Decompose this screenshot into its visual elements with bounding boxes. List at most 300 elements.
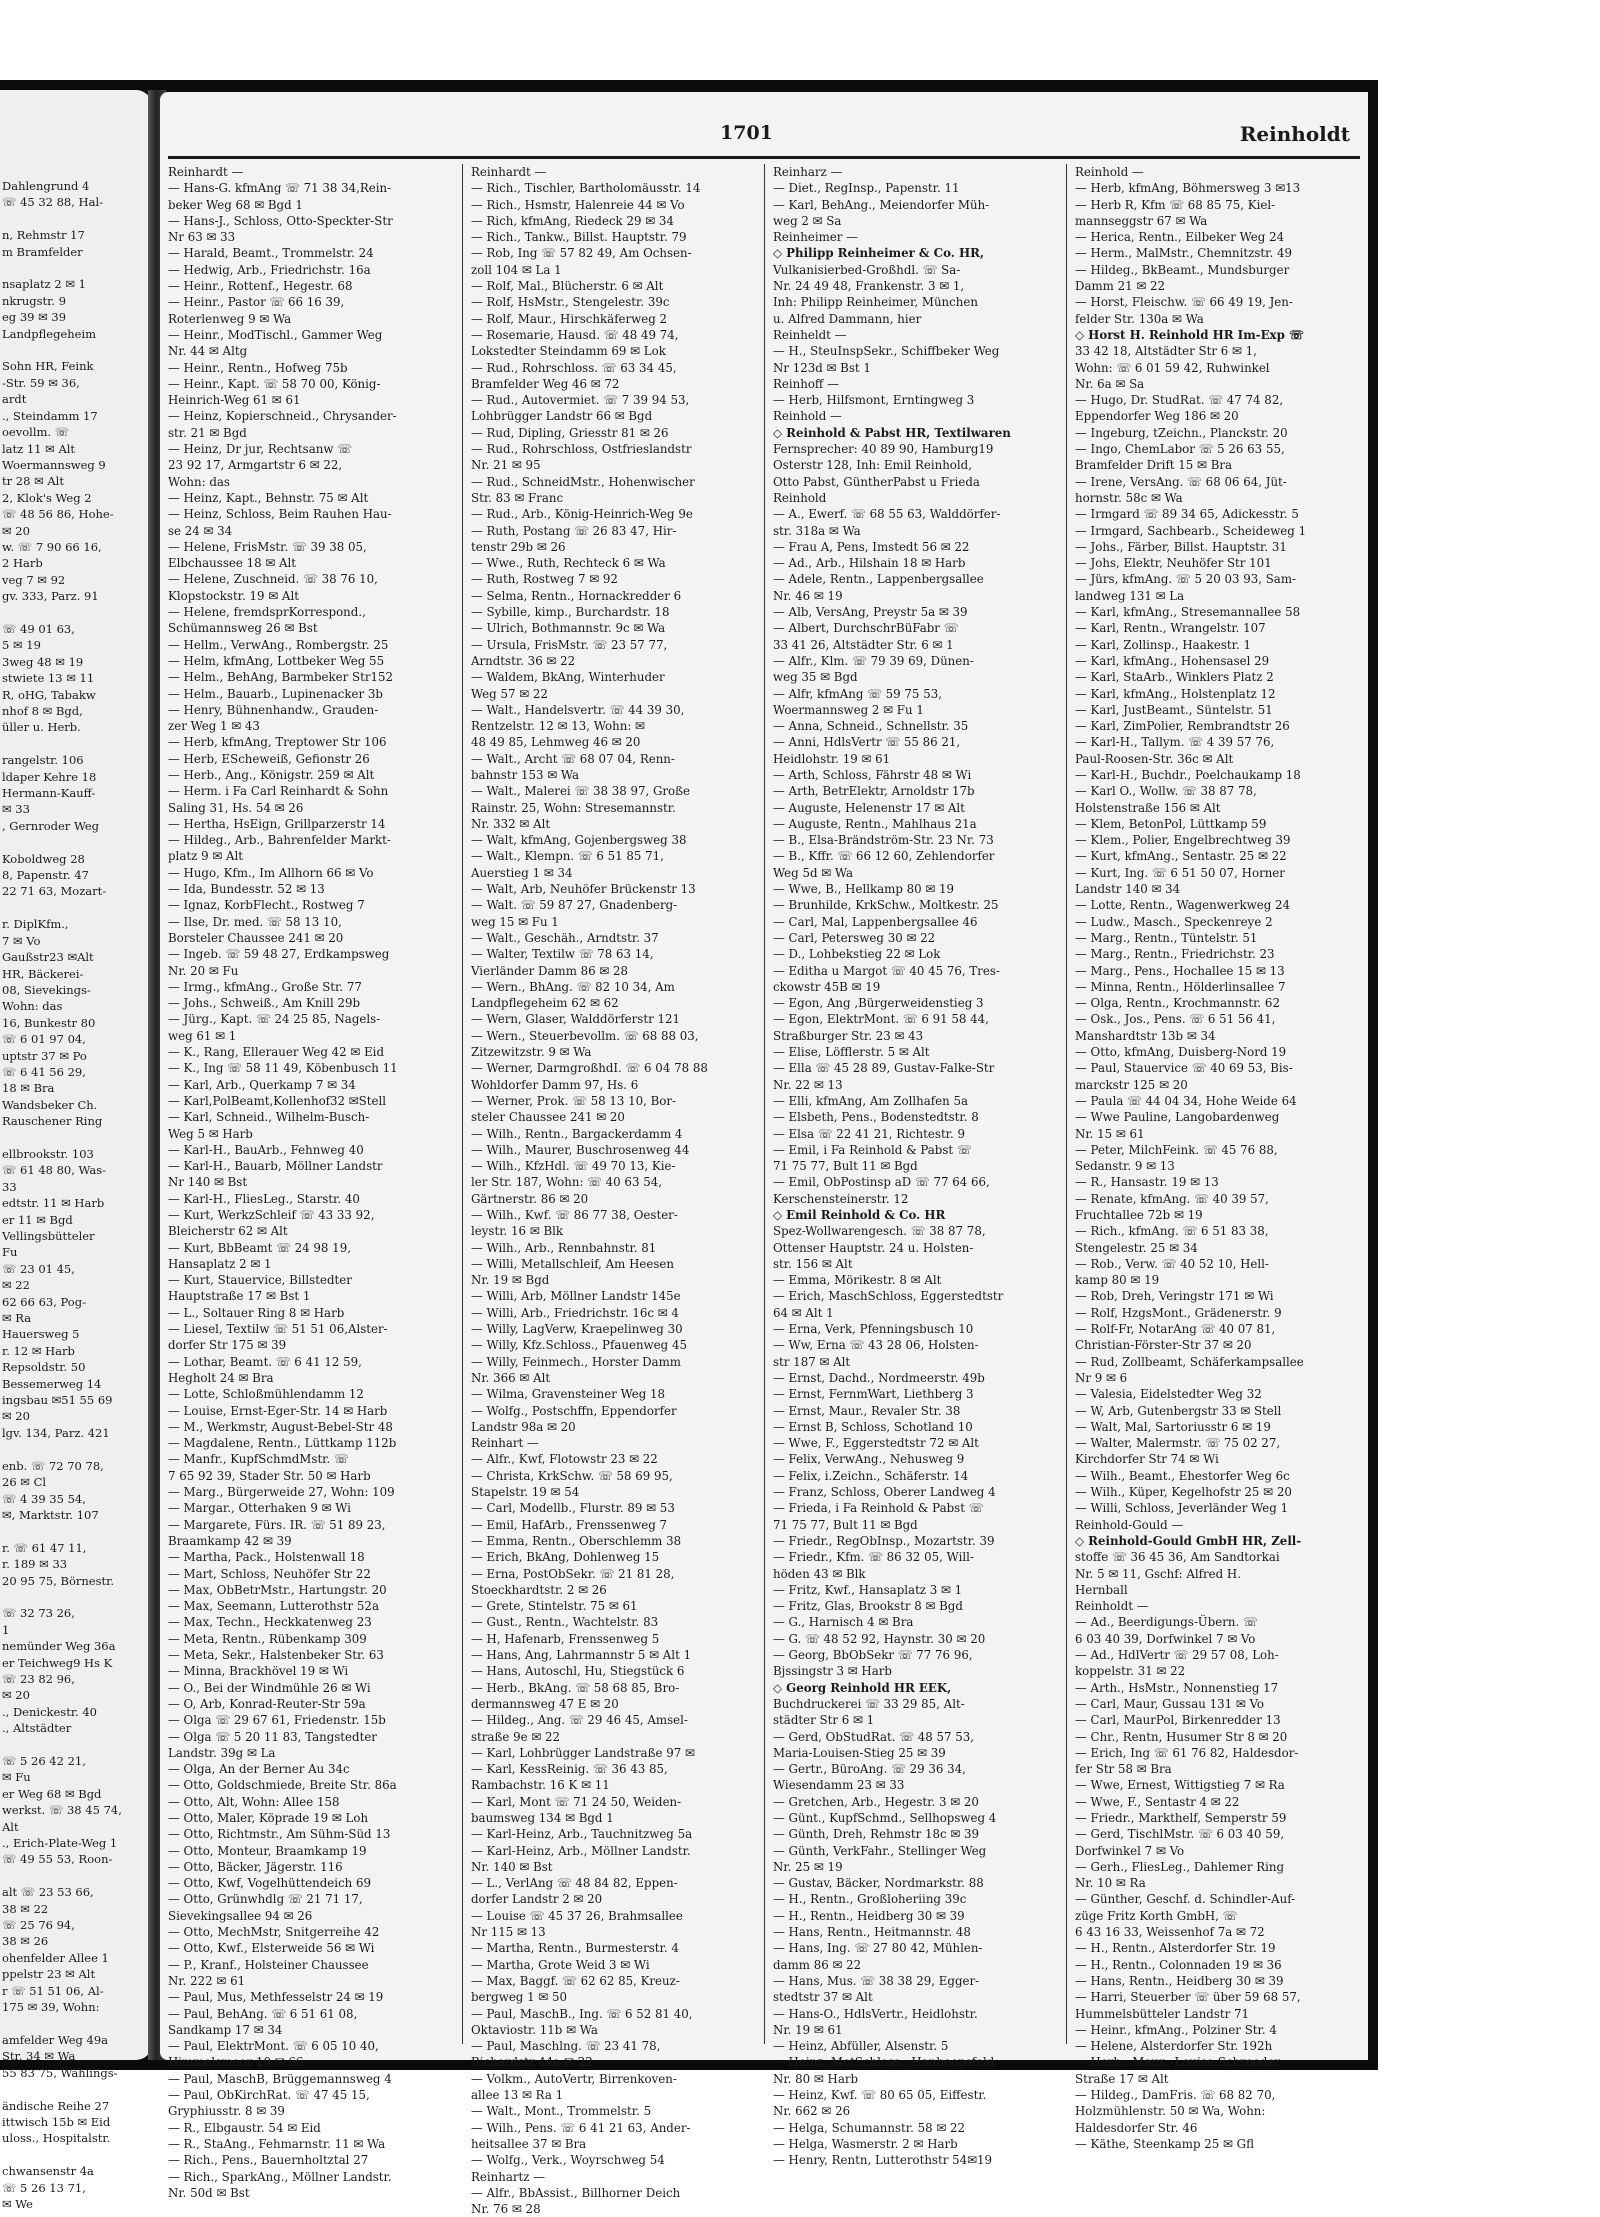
directory-line: — Elli, kfmAng, Am Zollhafen 5a	[773, 1093, 969, 1108]
directory-line: — Paul, BehAng. ☏ 6 51 61 08,	[168, 2006, 358, 2021]
previous-page-line: ☏ 5 26 42 21,	[2, 1754, 86, 1768]
previous-page-line: 1	[2, 1622, 10, 1637]
directory-line: — Hildeg., DamFris. ☏ 68 82 70,	[1075, 2088, 1276, 2103]
previous-page-line: ingsbau ✉51 55 69	[2, 1393, 113, 1408]
directory-line: — Karl-H., Buchdr., Poelchaukamp 18	[1075, 767, 1301, 782]
directory-line: baumsweg 134 ✉ Bgd 1	[471, 1810, 614, 1825]
directory-line: — Max, Baggf. ☏ 62 62 85, Kreuz-	[471, 1973, 680, 1988]
directory-line: — Karl, KessReinig. ☏ 36 43 85,	[471, 1762, 668, 1777]
page-header	[160, 122, 1368, 152]
directory-line: Buchdruckerei ☏ 33 29 85, Alt-	[773, 1696, 965, 1711]
page-number: 1701	[720, 122, 773, 144]
directory-line: 71 75 77, Bult 11 ✉ Bgd	[773, 1517, 918, 1532]
directory-line: Stapelstr. 19 ✉ 54	[471, 1485, 580, 1500]
directory-line: — Felix, i.Zeichn., Schäferstr. 14	[773, 1468, 969, 1483]
directory-line: — Rich., Pens., Bauernholtztal 27	[168, 2153, 369, 2168]
directory-line: — Wern., Steuerbevollm. ☏ 68 88 03,	[471, 1028, 699, 1043]
directory-line: — Paul, Mus, Methfesselstr 24 ✉ 19	[168, 1990, 384, 2005]
previous-page-line: Rauschener Ring	[2, 1114, 103, 1129]
directory-line: — Johs., Schweiß., Am Knill 29b	[168, 996, 361, 1011]
directory-line: Sievekingsallee 94 ✉ 26	[168, 1908, 313, 1923]
directory-line: Nr. 46 ✉ 19	[773, 588, 843, 603]
directory-line: — Günth, Dreh, Rehmstr 18c ✉ 39	[773, 1827, 980, 1842]
directory-line: — Kurt, Ing. ☏ 6 51 50 07, Horner	[1075, 865, 1285, 880]
previous-page-line: ✉ We	[2, 2196, 33, 2211]
directory-line: — Liesel, Textilw ☏ 51 51 06,Alster-	[168, 1322, 388, 1337]
previous-page-line: ✉ 20	[2, 1688, 30, 1703]
directory-line: — Walter, Malermstr. ☏ 75 02 27,	[1075, 1436, 1281, 1451]
scan-background	[0, 80, 1378, 2217]
directory-line: Elbchaussee 18 ✉ Alt	[168, 556, 297, 571]
directory-line: — Irene, VersAng. ☏ 68 06 64, Jüt-	[1075, 474, 1287, 489]
directory-line: — Wern, Glaser, Walddörferstr 121	[471, 1012, 680, 1027]
directory-line: — Walt., Geschäh., Arndtstr. 37	[471, 930, 659, 945]
directory-line: — G. ☏ 48 52 92, Haynstr. 30 ✉ 20	[773, 1631, 986, 1646]
directory-line: — Rich., Tischler, Bartholomäusstr. 14	[471, 181, 701, 196]
directory-line: u. Alfred Dammann, hier	[773, 311, 922, 326]
directory-line: — Hertha, HsEign, Grillparzerstr 14	[168, 816, 386, 831]
directory-line: 6 43 16 33, Weissenhof 7a ✉ 72	[1075, 1925, 1265, 1940]
directory-line: — Hans, Autoschl, Hu, Stiegstück 6	[471, 1664, 685, 1679]
directory-line: Wohldorfer Damm 97, Hs. 6	[471, 1077, 639, 1092]
column-4	[1066, 164, 1368, 2151]
directory-line: — Wilh., KfzHdl. ☏ 49 70 13, Kie-	[471, 1159, 676, 1174]
previous-page-line: w. ☏ 7 90 66 16,	[2, 539, 102, 554]
directory-line: — Heinr., Kapt. ☏ 58 70 00, König-	[168, 376, 381, 391]
directory-line: landweg 131 ✉ La	[1075, 588, 1185, 603]
directory-line: — Magdalene, Rentn., Lüttkamp 112b	[168, 1436, 397, 1451]
directory-line: — Hans, Ang, Lahrmannstr 5 ✉ Alt 1	[471, 1648, 692, 1663]
directory-line: — Helm., Bauarb., Lupinenacker 3b	[168, 686, 383, 701]
directory-line: — Otto, Bäcker, Jägerstr. 116	[168, 1859, 343, 1874]
directory-line: Osterstr 128, Inh: Emil Reinhold,	[773, 458, 972, 473]
directory-line: ckowstr 45B ✉ 19	[773, 979, 881, 994]
previous-page-line: ☏ 4 39 35 54,	[2, 1491, 86, 1506]
directory-line: Damm 21 ✉ 22	[1075, 279, 1166, 294]
directory-line: dorfer Landstr 2 ✉ 20	[471, 1892, 603, 1907]
previous-page-line: r. DiplKfm.,	[2, 917, 69, 932]
previous-page-line	[0, 211, 152, 227]
directory-line: se 24 ✉ 34	[168, 523, 233, 538]
directory-line: — Fritz, Glas, Brookstr 8 ✉ Bgd	[773, 1599, 963, 1614]
previous-page-line: , Gernroder Weg	[2, 818, 99, 833]
directory-line: — Grete, Stintelstr. 75 ✉ 61	[471, 1599, 638, 1614]
directory-line: — Wwe, Ernest, Wittigstieg 7 ✉ Ra	[1075, 1778, 1285, 1793]
directory-line: Otto Pabst, GüntherPabst u Frieda	[773, 474, 980, 489]
directory-line: — Martha, Pack., Holstenwall 18	[168, 1550, 365, 1565]
directory-line: — Karl, Rentn., Wrangelstr. 107	[1075, 621, 1266, 636]
running-head: Reinholdt	[1239, 122, 1350, 146]
directory-line: — Friedr., Markthelf, Semperstr 59	[1075, 1810, 1287, 1825]
directory-line: weg 2 ✉ Sa	[773, 213, 842, 228]
previous-page-line: 08, Sievekings-	[2, 982, 91, 997]
directory-line: — Waldem, BkAng, Winterhuder	[471, 670, 665, 685]
directory-line: Lohbrügger Landstr 66 ✉ Bgd	[471, 409, 653, 424]
directory-line: Saling 31, Hs. 54 ✉ 26	[168, 800, 304, 815]
directory-line: — Anna, Schneid., Schnellstr. 35	[773, 719, 969, 734]
directory-line: — Chr., Rentn, Husumer Str 8 ✉ 20	[1075, 1729, 1288, 1744]
directory-line: Nr. 19 ✉ Bgd	[471, 1273, 550, 1288]
directory-line: — Wilh., Pens. ☏ 6 41 21 63, Ander-	[471, 2120, 691, 2135]
directory-line: Nr 63 ✉ 33	[168, 230, 236, 245]
directory-line: — Paul, ElektrMont. ☏ 6 05 10 40,	[168, 2039, 379, 2054]
directory-line: — Albert, DurchschrBüFabr ☏	[773, 621, 959, 636]
directory-line: — Carl, Modellb., Flurstr. 89 ✉ 53	[471, 1501, 675, 1516]
directory-line: Heidlohstr. 19 ✉ 61	[773, 751, 891, 766]
directory-line: — Wwe., Ruth, Rechteck 6 ✉ Wa	[471, 556, 666, 571]
directory-line: — Johs., Färber, Billst. Hauptstr. 31	[1075, 539, 1287, 554]
directory-line: — Willy, LagVerw, Kraepelinweg 30	[471, 1322, 683, 1337]
previous-page-line	[0, 2081, 152, 2097]
previous-page-line	[0, 260, 152, 276]
directory-line: — Lotte, Schloßmühlendamm 12	[168, 1387, 364, 1402]
directory-line: fer Str 58 ✉ Bra	[1075, 1762, 1172, 1777]
previous-page-line: ☏ 48 56 86, Hohe-	[2, 507, 114, 522]
previous-page-line: er Weg 68 ✉ Bgd	[2, 1786, 102, 1801]
directory-line: — M., Werkmstr, August-Bebel-Str 48	[168, 1419, 393, 1434]
directory-line: — Ella ☏ 45 28 89, Gustav-Falke-Str	[773, 1061, 995, 1076]
directory-line: Reinhoff —	[773, 376, 839, 391]
directory-line: — Rud, Dipling, Griesstr 81 ✉ 26	[471, 425, 669, 440]
directory-line: — Ernst, Dachd., Nordmeerstr. 49b	[773, 1370, 985, 1385]
directory-line: — Minna, Rentn., Hölderlinsallee 7	[1075, 979, 1286, 994]
directory-line: Reinheimer —	[773, 230, 858, 245]
directory-line: — Herb., Maur., Louise-Schroeder-	[1075, 2055, 1285, 2070]
previous-page-line: ☏ 32 73 26,	[2, 1606, 75, 1621]
directory-line: — Peter, MilchFeink. ☏ 45 76 88,	[1075, 1142, 1278, 1157]
directory-line: Sedanstr. 9 ✉ 13	[1075, 1159, 1175, 1174]
directory-line: — Karl, Lohbrügger Landstraße 97 ✉	[471, 1745, 695, 1760]
directory-line: Klopstockstr. 19 ✉ Alt	[168, 588, 299, 603]
directory-line: — Irmgard, Sachbearb., Scheideweg 1	[1075, 523, 1307, 538]
directory-line: Kerschensteinerstr. 12	[773, 1191, 909, 1206]
column-3	[764, 164, 1066, 2168]
previous-page-line	[0, 605, 152, 621]
directory-line: — Hugo, Kfm., Im Allhorn 66 ✉ Vo	[168, 865, 374, 880]
previous-page-line: 22 71 63, Mozart-	[2, 884, 107, 899]
previous-page-line: nemünder Weg 36a	[2, 1639, 116, 1654]
directory-line: Bramfelder Weg 46 ✉ 72	[471, 376, 620, 391]
directory-line: — Editha u Margot ☏ 40 45 76, Tres-	[773, 963, 1000, 978]
directory-line: steler Chaussee 241 ✉ 20	[471, 1110, 625, 1125]
directory-line: — Ludw., Masch., Speckenreye 2	[1075, 914, 1273, 929]
previous-page-line: tr 28 ✉ Alt	[2, 474, 64, 489]
directory-line: — Heinz, Abfüller, Alsenstr. 5	[773, 2039, 949, 2054]
directory-line: — Rob, Dreh, Veringstr 171 ✉ Wi	[1075, 1289, 1274, 1304]
directory-line: — A., Ewerf. ☏ 68 55 63, Walddörfer-	[773, 507, 1001, 522]
directory-line: Nr. 366 ✉ Alt	[471, 1370, 551, 1385]
directory-line: Weg 5 ✉ Harb	[168, 1126, 253, 1141]
directory-line: Nr. 44 ✉ Altg	[168, 344, 248, 359]
directory-line: Nr 115 ✉ 13	[471, 1925, 546, 1940]
directory-line: — Ignaz, KorbFlecht., Rostweg 7	[168, 898, 365, 913]
directory-line: — Marg., Rentn., Friedrichstr. 23	[1075, 947, 1275, 962]
previous-page-line: uptstr 37 ✉ Po	[2, 1048, 87, 1063]
previous-page-line: ., Altstädter	[2, 1721, 72, 1736]
directory-line: — Gerh., FliesLeg., Dahlemer Ring	[1075, 1859, 1285, 1874]
directory-line: — Otto, Richtmstr., Am Sühm-Süd 13	[168, 1827, 391, 1842]
previous-page-line: ✉, Marktstr. 107	[2, 1507, 99, 1522]
directory-line: Bleicherstr 62 ✉ Alt	[168, 1224, 288, 1239]
directory-line: dermannsweg 47 E ✉ 20	[471, 1696, 619, 1711]
directory-line: — Rolf-Fr, NotarAng ☏ 40 07 81,	[1075, 1322, 1276, 1337]
directory-line: — Wolfg., Verk., Woyrschweg 54	[471, 2153, 665, 2168]
directory-line: Nr. 25 ✉ 19	[773, 1859, 843, 1874]
previous-page-line: HR, Bäckerei-	[2, 966, 84, 981]
previous-page-line: Wandsbeker Ch.	[2, 1097, 98, 1112]
directory-line: — Karl, Arb., Querkamp 7 ✉ 34	[168, 1077, 356, 1092]
directory-line: — Otto, Kwf., Elsterweide 56 ✉ Wi	[168, 1941, 375, 1956]
directory-line: — Paula ☏ 44 04 34, Hohe Weide 64	[1075, 1093, 1297, 1108]
directory-line: Str. 83 ✉ Franc	[471, 490, 564, 505]
previous-page-line: Gaußstr23 ✉Alt	[2, 950, 94, 965]
directory-line: tenstr 29b ✉ 26	[471, 539, 566, 554]
directory-line: — Margarete, Fürs. IR. ☏ 51 89 23,	[168, 1517, 386, 1532]
previous-page-line: r ☏ 51 51 06, Al-	[2, 1983, 104, 1998]
directory-line: — Otto, Kwf, Vogelhüttendeich 69	[168, 1876, 372, 1891]
directory-line: — Carl, MaurPol, Birkenredder 13	[1075, 1713, 1281, 1728]
directory-line: — Klem., Polier, Engelbrechtweg 39	[1075, 833, 1291, 848]
directory-line: — Irmg., kfmAng., Große Str. 77	[168, 979, 362, 994]
directory-line: Nr. 22 ✉ 13	[773, 1077, 843, 1092]
directory-line: Straßburger Str. 23 ✉ 43	[773, 1028, 924, 1043]
directory-line: — Karl,PolBeamt,Kollenhof32 ✉Stell	[168, 1093, 387, 1108]
previous-page-line: 8, Papenstr. 47	[2, 868, 89, 883]
directory-line: — Wwe, F., Sentastr 4 ✉ 22	[1075, 1794, 1240, 1809]
directory-line: Arndtstr. 36 ✉ 22	[471, 653, 576, 668]
directory-line: — Walter, Textilw ☏ 78 63 14,	[471, 947, 654, 962]
directory-line: — Max, Seemann, Lutterothstr 52a	[168, 1599, 379, 1614]
directory-line: — Johs, Elektr, Neuhöfer Str 101	[1075, 556, 1272, 571]
previous-page-line: r. 12 ✉ Harb	[2, 1343, 75, 1358]
previous-page-line: R, oHG, Tabakw	[2, 687, 96, 702]
directory-line: — Karl, kfmAng., Hohensasel 29	[1075, 653, 1270, 668]
directory-line: — Karl-Heinz, Arb., Tauchnitzweg 5a	[471, 1827, 693, 1842]
directory-line: — Auguste, Rentn., Mahlhaus 21a	[773, 816, 977, 831]
directory-line: Reinhold —	[773, 409, 842, 424]
directory-line: — Gertr., BüroAng. ☏ 29 36 34,	[773, 1762, 966, 1777]
directory-line: — Adele, Rentn., Lappenbergsallee	[773, 572, 984, 587]
directory-line: str. 318a ✉ Wa	[773, 523, 861, 538]
directory-line: — Carl, Mal, Lappenbergsallee 46	[773, 914, 978, 929]
directory-line: Reinhart —	[471, 1436, 539, 1451]
directory-line: Haldesdorfer Str. 46	[1075, 2120, 1198, 2135]
directory-line: — Margar., Otterhaken 9 ✉ Wi	[168, 1501, 351, 1516]
directory-line: — Gust., Rentn., Wachtelstr. 83	[471, 1615, 659, 1630]
directory-line: — Herm. i Fa Carl Reinhardt & Sohn	[168, 784, 389, 799]
previous-page-line: ., Denickestr. 40	[2, 1704, 97, 1719]
directory-line: Reinhardt —	[471, 165, 547, 179]
previous-page-line: lgv. 134, Parz. 421	[2, 1425, 110, 1440]
previous-page-line: ✉ Ra	[2, 1311, 32, 1326]
previous-page-line: 3weg 48 ✉ 19	[2, 654, 84, 669]
directory-line: ◇ Horst H. Reinhold HR Im-Exp ☏	[1075, 327, 1304, 342]
directory-line: Nr. 76 ✉ 28	[471, 2202, 541, 2217]
previous-page-line: Vellingsbütteler	[2, 1229, 95, 1243]
directory-line: 33 42 18, Altstädter Str 6 ✉ 1,	[1075, 344, 1257, 359]
directory-line: — Karl-H., FliesLeg., Starstr. 40	[168, 1191, 360, 1206]
directory-line: Nr. 19 ✉ 61	[773, 2022, 843, 2037]
directory-line: Braamkamp 42 ✉ 39	[168, 1533, 292, 1548]
previous-page-line: -Str. 59 ✉ 36,	[2, 375, 80, 390]
directory-line: kamp 80 ✉ 19	[1075, 1273, 1160, 1288]
directory-line: — Rich., Tankw., Billst. Hauptstr. 79	[471, 230, 687, 245]
directory-line: — Walt., Handelsvertr. ☏ 44 39 30,	[471, 702, 685, 717]
directory-line: damm 86 ✉ 22	[773, 1957, 862, 1972]
directory-line: — Hans-G. kfmAng ☏ 71 38 34,Rein-	[168, 181, 392, 196]
previous-page-line: Koboldweg 28	[2, 851, 85, 866]
directory-line: Eppendorfer Weg 186 ✉ 20	[1075, 409, 1239, 424]
previous-page-line: 38 ✉ 22	[2, 1901, 49, 1916]
directory-line: — Kurt, WerkzSchleif ☏ 43 33 92,	[168, 1208, 375, 1222]
directory-line: Rentzelstr. 12 ✉ 13, Wohn: ✉	[471, 719, 645, 734]
previous-page-line: ppelstr 23 ✉ Alt	[2, 1967, 96, 1982]
directory-line: — Erich, Ing ☏ 61 76 82, Haldesdor-	[1075, 1745, 1299, 1760]
directory-line: Landpflegeheim 62 ✉ 62	[471, 996, 619, 1011]
directory-line: — Max, ObBetrMstr., Hartungstr. 20	[168, 1582, 387, 1597]
directory-line: Straße 17 ✉ Alt	[1075, 2071, 1169, 2086]
directory-line: str. 156 ✉ Alt	[773, 1256, 853, 1271]
directory-line: — Walt., Malerei ☏ 38 38 97, Große	[471, 784, 691, 799]
directory-line: — Herb, EScheweiß, Gefionstr 26	[168, 751, 370, 766]
directory-line: — Wolfg., Postschffn, Eppendorfer	[471, 1403, 677, 1418]
directory-line: Nr. 5 ✉ 11, Gschf: Alfred H.	[1075, 1566, 1241, 1581]
directory-line: Wohn: ☏ 6 01 59 42, Ruhwinkel	[1075, 360, 1270, 375]
previous-page-line: 5 ✉ 19	[2, 638, 41, 653]
directory-line: — Olga ☏ 29 67 61, Friedenstr. 15b	[168, 1713, 386, 1728]
directory-line: züge Fritz Korth GmbH, ☏	[1075, 1908, 1238, 1923]
directory-line: stoffe ☏ 36 45 36, Am Sandtorkai	[1075, 1550, 1280, 1565]
directory-line: — Frau A, Pens, Imstedt 56 ✉ 22	[773, 539, 970, 554]
directory-line: — Anni, HdlsVertr ☏ 55 86 21,	[773, 735, 961, 750]
directory-line: — Ursula, FrisMstr. ☏ 23 57 77,	[471, 637, 668, 652]
directory-line: — Helene, Zuschneid. ☏ 38 76 10,	[168, 572, 378, 587]
directory-line: — Meta, Rentn., Rübenkamp 309	[168, 1631, 367, 1646]
previous-page-line: r. ☏ 61 47 11,	[2, 1540, 87, 1555]
directory-line: — Jürg., Kapt. ☏ 24 25 85, Nagels-	[168, 1012, 381, 1027]
directory-line: Borsteler Chaussee 241 ✉ 20	[168, 930, 344, 945]
previous-page-line	[0, 900, 152, 916]
previous-page-line: 18 ✉ Bra	[2, 1081, 55, 1096]
directory-line: — Hans, Mus. ☏ 38 38 29, Egger-	[773, 1973, 980, 1988]
directory-line: Heinrich-Weg 61 ✉ 61	[168, 393, 301, 408]
directory-line: — Martha, Grote Weid 3 ✉ Wi	[471, 1957, 650, 1972]
previous-page-line: 7 ✉ Vo	[2, 933, 41, 948]
directory-line: — Helm, kfmAng, Lottbeker Weg 55	[168, 653, 385, 668]
directory-line: — Auguste, Helenenstr 17 ✉ Alt	[773, 800, 965, 815]
previous-page-line: ✉ 22	[2, 1278, 30, 1293]
previous-page-line: gv. 333, Parz. 91	[2, 589, 99, 604]
directory-line: — Karl, BehAng., Meiendorfer Müh-	[773, 197, 990, 212]
previous-page-line: chwansenstr 4a	[2, 2164, 94, 2179]
directory-line: — Louise, Ernst-Eger-Str. 14 ✉ Harb	[168, 1403, 388, 1418]
directory-line: Weg 5d ✉ Wa	[773, 865, 854, 880]
directory-line: — Sybille, kimp., Burchardstr. 18	[471, 605, 670, 620]
directory-line: — Felix, VerwAng., Nehusweg 9	[773, 1452, 965, 1467]
previous-page-line: ☏ 6 41 56 29,	[2, 1064, 86, 1079]
directory-line: straße 9e ✉ 22	[471, 1729, 560, 1744]
directory-line: — Egon, ElektrMont. ☏ 6 91 58 44,	[773, 1012, 989, 1027]
directory-line: — P., Kranf., Holsteiner Chaussee	[168, 1957, 369, 1972]
directory-line: — Paul, MaschB, Brüggemannsweg 4	[168, 2071, 392, 2086]
directory-line: 71 75 77, Bult 11 ✉ Bgd	[773, 1159, 918, 1174]
previous-page-line: werkst. ☏ 38 45 74,	[2, 1803, 122, 1818]
directory-line: — Walt. ☏ 59 87 27, Gnadenberg-	[471, 898, 678, 913]
column-1	[160, 164, 462, 2200]
previous-page-line: edtstr. 11 ✉ Harb	[2, 1196, 105, 1211]
directory-line: — B., Kffr. ☏ 66 12 60, Zehlendorfer	[773, 849, 995, 864]
directory-line: — Heinz, Dr jur, Rechtsanw ☏	[168, 442, 352, 457]
directory-line: 48 49 85, Lehmweg 46 ✉ 20	[471, 735, 641, 750]
previous-page-line: nsaplatz 2 ✉ 1	[2, 277, 86, 292]
directory-line: Ottenser Hauptstr. 24 u. Holsten-	[773, 1240, 974, 1255]
directory-line: — Ingeburg, tZeichn., Planckstr. 20	[1075, 425, 1288, 440]
directory-line: — Karl, kfmAng., Stresemannallee 58	[1075, 605, 1301, 620]
previous-page-line	[0, 1441, 152, 1457]
directory-line: marckstr 125 ✉ 20	[1075, 1077, 1188, 1092]
directory-line: — Carl, Petersweg 30 ✉ 22	[773, 930, 936, 945]
directory-line: — Karl, StaArb., Winklers Platz 2	[1075, 670, 1274, 685]
directory-line: — Rolf, HzgsMont., Grädenerstr. 9	[1075, 1305, 1282, 1320]
previous-page-line	[0, 342, 152, 358]
directory-line: Vierländer Damm 86 ✉ 28	[471, 963, 629, 978]
previous-page-line: ldaper Kehre 18	[2, 769, 97, 784]
directory-line: — Ruth, Rostweg 7 ✉ 92	[471, 572, 618, 587]
directory-line: — Martha, Rentn., Burmesterstr. 4	[471, 1941, 679, 1956]
directory-line: — Wilh., Küper, Kegelhofstr 25 ✉ 20	[1075, 1485, 1292, 1500]
directory-line: — Walt., Mont., Trommelstr. 5	[471, 2104, 652, 2119]
directory-line: dorfer Str 175 ✉ 39	[168, 1338, 287, 1353]
previous-page-line: Dahlengrund 4	[2, 179, 90, 193]
directory-line: — R., StaAng., Fehmarnstr. 11 ✉ Wa	[168, 2136, 386, 2151]
directory-line: — K., Rang, Ellerauer Weg 42 ✉ Eid	[168, 1045, 385, 1060]
directory-line: Wohn: das	[168, 474, 230, 489]
directory-line: — Mart, Schloss, Neuhöfer Str 22	[168, 1566, 371, 1581]
previous-page-line: 26 ✉ Cl	[2, 1475, 47, 1490]
directory-line: — Otto, Goldschmiede, Breite Str. 86a	[168, 1778, 397, 1793]
directory-line: — Heinr., Pastor ☏ 66 16 39,	[168, 295, 345, 310]
directory-line: — Marg., Pens., Hochallee 15 ✉ 13	[1075, 963, 1285, 978]
directory-line: — Paul, MaschB., Ing. ☏ 6 52 81 40,	[471, 2006, 693, 2021]
directory-line: — Louise ☏ 45 37 26, Brahmsallee	[471, 1908, 683, 1923]
directory-line: str 187 ✉ Alt	[773, 1354, 851, 1369]
previous-page-line: eg 39 ✉ 39	[2, 310, 67, 325]
directory-line: Lokstedter Steindamm 69 ✉ Lok	[471, 344, 666, 359]
directory-line: — Hildeg., Ang. ☏ 29 46 45, Amsel-	[471, 1713, 688, 1728]
directory-line: — Gretchen, Arb., Hegestr. 3 ✉ 20	[773, 1794, 979, 1809]
directory-line: — Ernst, FernmWart, Liethberg 3	[773, 1387, 974, 1402]
directory-line: weg 35 ✉ Bgd	[773, 670, 858, 685]
directory-line: zoll 104 ✉ La 1	[471, 262, 562, 277]
previous-page-line: ✉ 20	[2, 1409, 30, 1424]
directory-line: — R., Elbgaustr. 54 ✉ Eid	[168, 2120, 321, 2135]
previous-page-line: ellbrookstr. 103	[2, 1146, 94, 1161]
directory-line: — Erna, PostObSekr. ☏ 21 81 28,	[471, 1566, 675, 1581]
directory-line: Fruchtallee 72b ✉ 19	[1075, 1208, 1203, 1222]
directory-line: — Minna, Brackhövel 19 ✉ Wi	[168, 1664, 349, 1679]
previous-page-line	[0, 834, 152, 850]
directory-line: 23 92 17, Armgartstr 6 ✉ 22,	[168, 458, 343, 473]
directory-line: — Valesia, Eidelstedter Weg 32	[1075, 1387, 1262, 1402]
directory-line: — Harald, Beamt., Trommelstr. 24	[168, 246, 374, 261]
directory-line: — Ingo, ChemLabor ☏ 5 26 63 55,	[1075, 442, 1285, 457]
directory-line: — Ingeb. ☏ 59 48 27, Erdkampsweg	[168, 947, 390, 962]
directory-line: — Heinr., Rentn., Hofweg 75b	[168, 360, 348, 375]
previous-page-line: ☏ 49 01 63,	[2, 621, 75, 636]
previous-page-line: Hermann-Kauff-	[2, 786, 96, 801]
previous-page-line	[0, 1737, 152, 1753]
directory-line: — Rud., Rohrschloss. ☏ 63 34 45,	[471, 360, 677, 375]
